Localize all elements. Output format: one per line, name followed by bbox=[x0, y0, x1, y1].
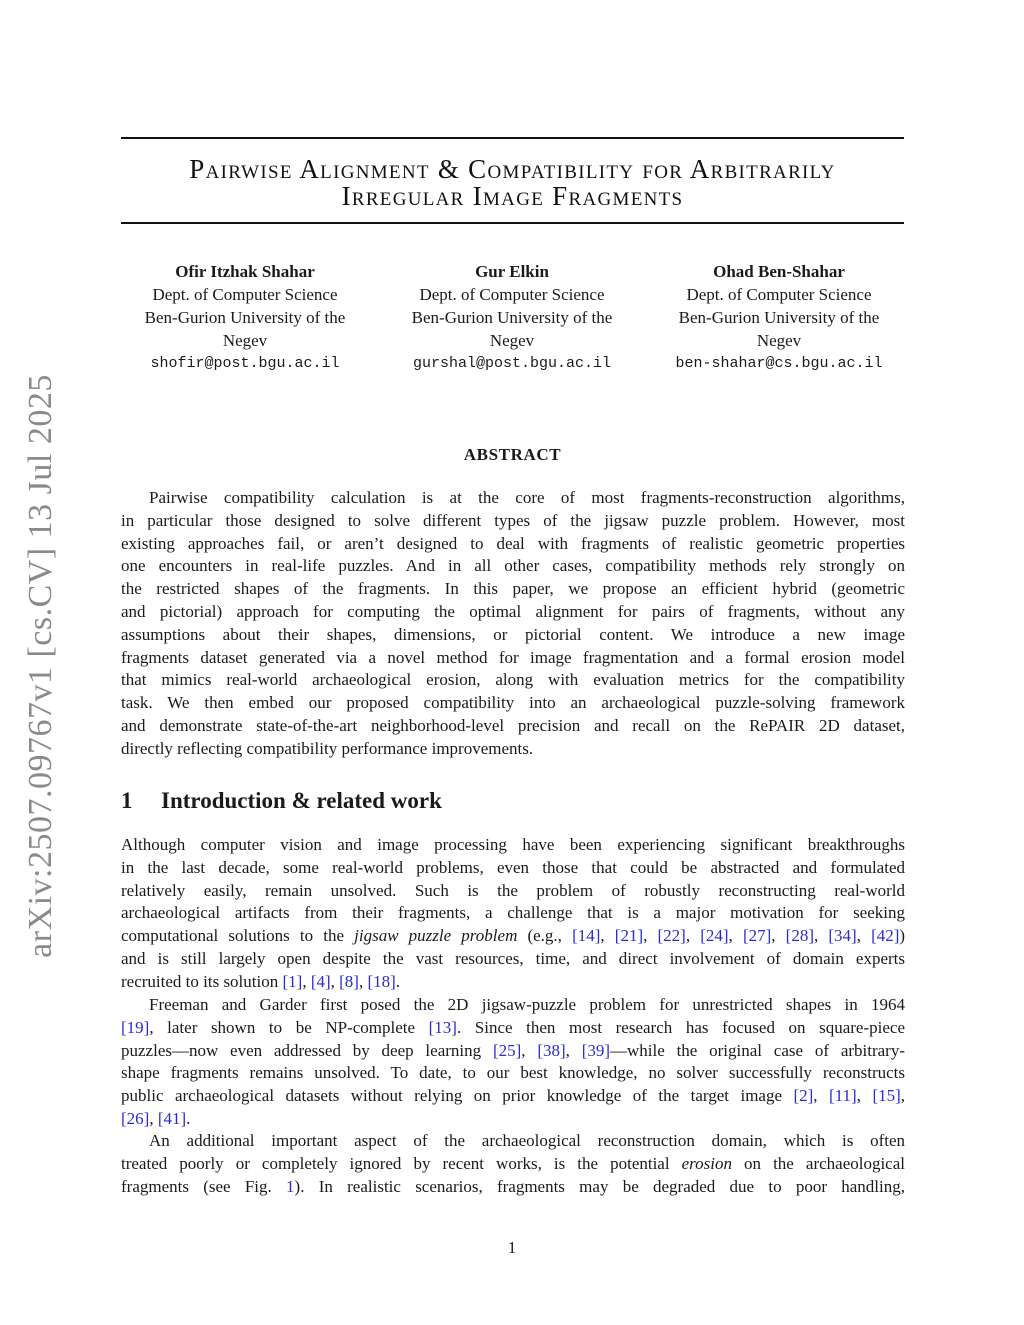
author-3 bbox=[646, 260, 912, 375]
abstract-line: fragments dataset generated via a novel method for image fragmentation and a formal erosion model bbox=[121, 647, 905, 667]
paper-title bbox=[121, 156, 904, 210]
author-1 bbox=[112, 260, 378, 375]
figure-ref-link[interactable]: 1 bbox=[286, 1176, 295, 1196]
section-title: Introduction & related work bbox=[161, 788, 442, 813]
abstract-line: Pairwise compatibility calculation is at the core of most fragments-reconstruction algorithms, bbox=[149, 488, 905, 507]
section-number: 1 bbox=[121, 788, 133, 813]
author-univ-cont: Negev bbox=[489, 331, 535, 350]
title-line-2: Irregular Image Fragments bbox=[341, 181, 684, 211]
body-line: relatively easily, remain unsolved. Such is the problem of robustly reconstructing real-world bbox=[121, 880, 905, 900]
author-dept: Dept. of Computer Science bbox=[152, 285, 338, 304]
abstract-line: existing approaches fail, or aren’t designed to deal with fragments of realistic geometric properties bbox=[121, 533, 905, 553]
text-run: recruited to its solution bbox=[121, 971, 283, 991]
text-run: . bbox=[395, 971, 401, 991]
text-run: . bbox=[186, 1108, 191, 1128]
body-line: shape fragments remains unsolved. To date, to our best knowledge, no solver successfully reconstructs bbox=[121, 1063, 905, 1083]
author-block bbox=[112, 260, 912, 375]
abstract-line: the restricted shapes of the fragments. In this paper, we propose an efficient hybrid (geometric bbox=[121, 579, 905, 599]
text-run: ) bbox=[899, 926, 906, 946]
text-run: computational solutions to the bbox=[121, 926, 355, 946]
citation-link[interactable]: [28] bbox=[785, 926, 814, 946]
citation-link[interactable]: [27] bbox=[742, 926, 772, 946]
abstract-line: one encounters in real-life puzzles. And in all other cases, compatibility methods rely strongly on bbox=[121, 556, 905, 576]
text-run: public archaeological datasets without relying on prior knowledge of the target image bbox=[121, 1086, 794, 1106]
title-rule-bottom bbox=[121, 222, 904, 224]
body-line: An additional important aspect of the archaeological reconstruction domain, which is often bbox=[149, 1131, 905, 1150]
body-line: computational solutions to the jigsaw puzzle problem (e.g., [14], [21], [22], [24], [27], [28], [34], [42]) bbox=[121, 926, 906, 946]
text-run: (e.g., bbox=[517, 926, 573, 946]
author-univ: Ben-Gurion University of the bbox=[411, 308, 613, 327]
author-name: Ofir Itzhak Shahar bbox=[175, 262, 315, 281]
citation-link[interactable]: [26] bbox=[121, 1108, 150, 1128]
author-univ-cont: Negev bbox=[222, 331, 268, 350]
emphasis: erosion bbox=[681, 1153, 732, 1173]
text-run: on the archaeological bbox=[732, 1153, 905, 1173]
abstract-body bbox=[121, 487, 905, 761]
abstract-line: in particular those designed to solve different types of the jigsaw puzzle problem. However, most bbox=[121, 510, 905, 530]
body-line: recruited to its solution [1], [4], [8], [18]. bbox=[121, 971, 401, 991]
citation-link[interactable]: [25] bbox=[492, 1040, 522, 1060]
abstract-line: and pictorial) approach for computing the optimal alignment for pairs of fragments, without any bbox=[121, 601, 905, 621]
body-line bbox=[121, 1017, 905, 1040]
intro-paragraph-1 bbox=[121, 834, 905, 994]
body-line: [26], [41]. bbox=[121, 1108, 191, 1128]
author-2 bbox=[379, 260, 645, 375]
author-name: Ohad Ben-Shahar bbox=[713, 262, 845, 281]
text-run: , bbox=[900, 1086, 906, 1106]
text-run: . Since then most research has focused on square-piece bbox=[456, 1017, 905, 1037]
body-line bbox=[121, 1176, 905, 1199]
page-number: 1 bbox=[507, 1238, 517, 1257]
body-line: archaeological artifacts from their fragments, a challenge that is a major motivation for seeking bbox=[121, 903, 905, 923]
citation-link[interactable]: [24] bbox=[700, 926, 729, 946]
citation-link[interactable]: [8] bbox=[339, 971, 359, 991]
citation-link[interactable]: [13] bbox=[428, 1017, 457, 1037]
author-name: Gur Elkin bbox=[475, 262, 549, 281]
citation-link[interactable]: [19] bbox=[121, 1017, 150, 1037]
body-line: puzzles—now even addressed by deep learning [25], [38], [39]—while the original case of arbitrary- bbox=[121, 1040, 905, 1060]
citation-link[interactable]: [21] bbox=[614, 926, 644, 946]
title-line-1: Pairwise Alignment & Compatibility for Arbitrarily bbox=[189, 154, 836, 184]
abstract-line: and demonstrate state-of-the-art neighborhood-level precision and recall on the RePAIR 2D dataset, bbox=[121, 715, 905, 735]
text-run: , later shown to be NP-complete bbox=[149, 1017, 429, 1037]
author-univ: Ben-Gurion University of the bbox=[678, 308, 880, 327]
author-univ-cont: Negev bbox=[756, 331, 802, 350]
intro-paragraph-3 bbox=[121, 1130, 905, 1198]
citation-link[interactable]: [18] bbox=[367, 971, 396, 991]
abstract-line: that mimics real-world archaeological erosion, along with evaluation metrics for the compatibility bbox=[121, 670, 905, 690]
intro-paragraph-2 bbox=[121, 994, 905, 1131]
abstract-line: assumptions about their shapes, dimensions, or pictorial content. We introduce a new image bbox=[121, 624, 905, 644]
abstract-heading: ABSTRACT bbox=[463, 445, 562, 464]
arxiv-stamp-text: arXiv:2507.09767v1 [cs.CV] 13 Jul 2025 bbox=[22, 374, 59, 958]
title-rule-top bbox=[121, 137, 904, 139]
citation-link[interactable]: [14] bbox=[572, 926, 601, 946]
section-heading bbox=[121, 788, 442, 814]
body-line: in the last decade, some real-world problems, even those that could be abstracted and formulated bbox=[121, 857, 905, 877]
body-line bbox=[121, 1153, 905, 1176]
body-line: public archaeological datasets without relying on prior knowledge of the target image [2], [11], [15], bbox=[121, 1086, 906, 1106]
citation-link[interactable]: [34] bbox=[828, 926, 857, 946]
abstract-line: directly reflecting compatibility performance improvements. bbox=[121, 738, 534, 758]
citation-link[interactable]: [39] bbox=[581, 1040, 611, 1060]
author-email[interactable]: ben-shahar@cs.bgu.ac.il bbox=[675, 355, 883, 372]
author-univ: Ben-Gurion University of the bbox=[144, 308, 346, 327]
citation-link[interactable]: [11] bbox=[829, 1086, 857, 1106]
text-run: treated poorly or completely ignored by recent works, is the potential bbox=[121, 1153, 682, 1173]
citation-link[interactable]: [15] bbox=[872, 1086, 901, 1106]
abstract-line: task. We then embed our proposed compatibility into an archaeological puzzle-solving framework bbox=[121, 693, 905, 713]
citation-link[interactable]: [22] bbox=[657, 926, 686, 946]
author-dept: Dept. of Computer Science bbox=[419, 285, 605, 304]
text-run: fragments (see Fig. bbox=[121, 1176, 287, 1196]
text-run: —while the original case of arbitrary- bbox=[610, 1040, 905, 1060]
author-dept: Dept. of Computer Science bbox=[686, 285, 872, 304]
body-line: Although computer vision and image processing have been experiencing significant breakthroughs bbox=[121, 835, 905, 854]
citation-link[interactable]: [42] bbox=[871, 926, 900, 946]
citation-link[interactable]: [2] bbox=[793, 1086, 814, 1106]
citation-link[interactable]: [41] bbox=[157, 1108, 187, 1128]
author-email[interactable]: gurshal@post.bgu.ac.il bbox=[412, 355, 612, 372]
text-run: ). In realistic scenarios, fragments may be degraded due to poor handling, bbox=[294, 1176, 905, 1196]
body-line: and is still largely open despite the vast resources, time, and direct involvement of domain experts bbox=[121, 948, 905, 968]
emphasis: jigsaw puzzle problem bbox=[354, 926, 518, 946]
text-run: puzzles—now even addressed by deep learning bbox=[121, 1040, 493, 1060]
citation-link[interactable]: [4] bbox=[310, 971, 331, 991]
body-line: Freeman and Garder first posed the 2D jigsaw-puzzle problem for unrestricted shapes in 1964 bbox=[149, 995, 905, 1014]
author-email[interactable]: shofir@post.bgu.ac.il bbox=[150, 355, 340, 372]
citation-link[interactable]: [1] bbox=[282, 971, 303, 991]
citation-link[interactable]: [38] bbox=[537, 1040, 566, 1060]
